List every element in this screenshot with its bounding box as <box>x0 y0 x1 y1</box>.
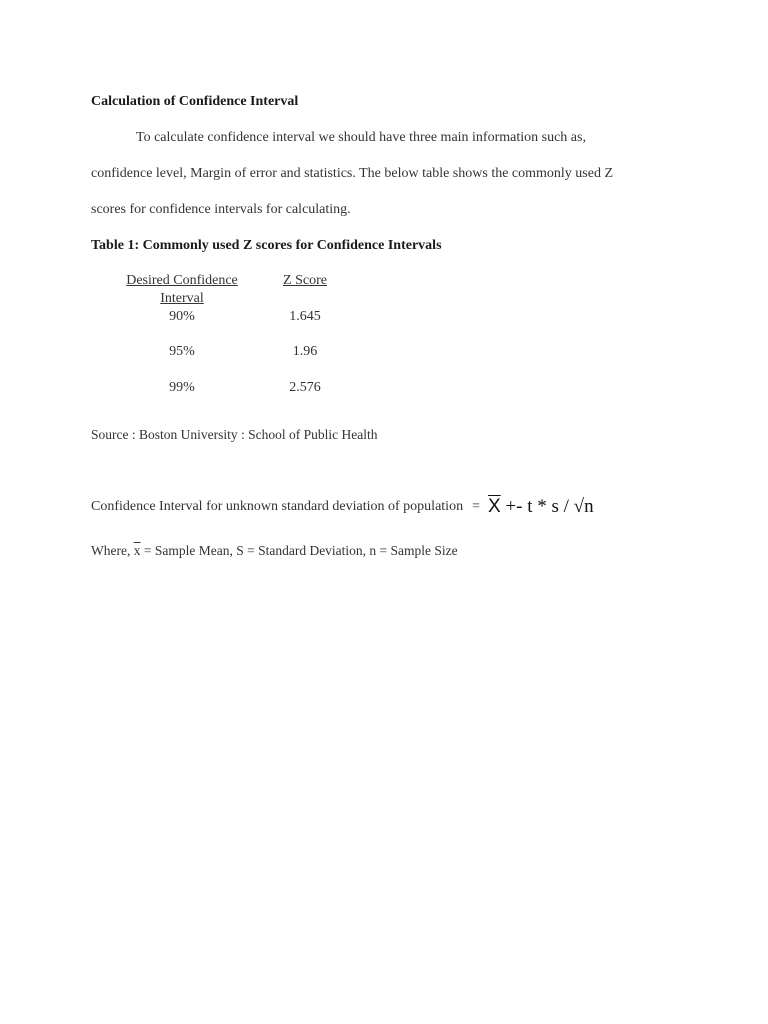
where-line <box>91 543 458 559</box>
formula-row <box>91 496 594 522</box>
table-cell-confidence-3: 99% <box>169 380 195 395</box>
table-cell-zscore-2: 1.96 <box>292 344 318 359</box>
table-header-confidence: Desired Confidence Interval <box>126 273 238 306</box>
formula-expression <box>488 496 594 517</box>
paragraph-line-1: To calculate confidence interval we should have three main information such as, <box>136 130 586 145</box>
paragraph-line-3: scores for confidence intervals for calculating. <box>91 202 351 217</box>
where-text: = Sample Mean, S = Standard Deviation, n = Sample Size <box>140 543 458 558</box>
table-header-zscore: Z Score <box>283 273 327 288</box>
formula-rest: +- t * s / √n <box>500 496 594 517</box>
formula-equals: = <box>472 499 480 514</box>
source-note: Source : Boston University : School of Public Health <box>91 427 378 442</box>
where-xbar: $\overline{x}$ <box>133 543 141 558</box>
table-cell-confidence-2: 95% <box>169 344 195 359</box>
table-cell-confidence-1: 90% <box>169 309 195 324</box>
formula-xbar: $\overline{X}$ <box>487 496 501 517</box>
section-heading: Calculation of Confidence Interval <box>91 94 299 109</box>
table-cell-zscore-3: 2.576 <box>289 380 321 395</box>
formula-label: Confidence Interval for unknown standard deviation of population <box>91 499 464 514</box>
table-caption: Table 1: Commonly used Z scores for Confidence Intervals <box>91 238 442 253</box>
table-cell-zscore-1: 1.645 <box>289 309 321 324</box>
paragraph-line-2: confidence level, Margin of error and statistics. The below table shows the commonly used Z <box>91 166 614 181</box>
where-prefix: Where, <box>91 543 134 558</box>
